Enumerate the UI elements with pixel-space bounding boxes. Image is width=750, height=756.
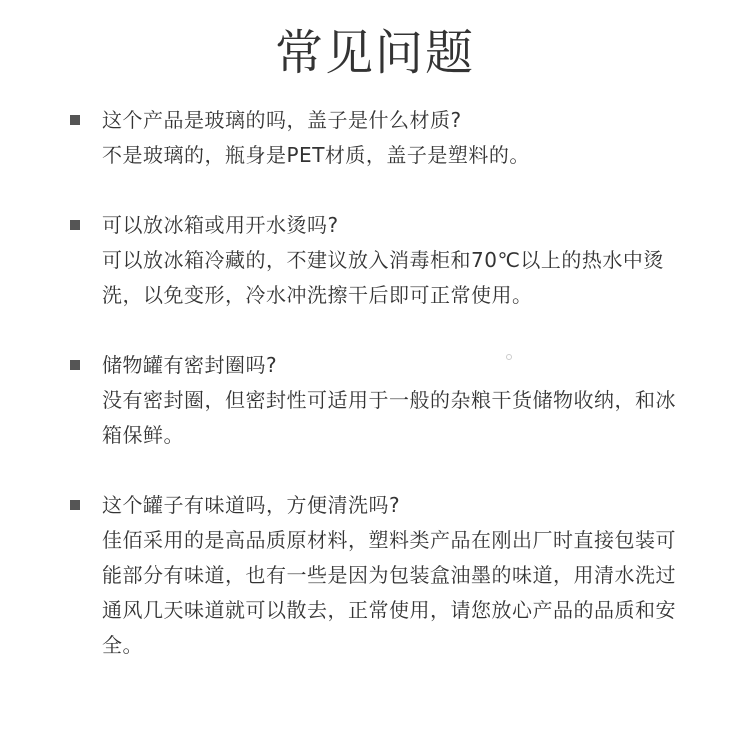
faq-item	[0, 208, 750, 313]
faq-item	[0, 348, 750, 453]
bullet-square-icon	[70, 500, 80, 510]
faq-question: 储物罐有密封圈吗?	[102, 353, 278, 377]
faq-question: 这个产品是玻璃的吗，盖子是什么材质?	[102, 108, 462, 132]
faq-question: 可以放冰箱或用开水烫吗?	[102, 213, 339, 237]
bullet-square-icon	[70, 220, 80, 230]
decorative-dot	[506, 354, 512, 360]
faq-item	[0, 103, 750, 173]
faq-answer: 没有密封圈，但密封性可适用于一般的杂粮干货储物收纳，和冰箱保鲜。	[102, 388, 676, 447]
faq-item	[0, 488, 750, 663]
faq-question: 这个罐子有味道吗，方便清洗吗?	[102, 493, 401, 517]
bullet-square-icon	[70, 360, 80, 370]
bullet-square-icon	[70, 115, 80, 125]
faq-answer: 佳佰采用的是高品质原材料，塑料类产品在刚出厂时直接包装可能部分有味道，也有一些是因为包装盒油墨的味道，用清水洗过通风几天味道就可以散去，正常使用，请您放心产品的品质和安全。	[102, 528, 676, 657]
faq-answer: 可以放冰箱冷藏的，不建议放入消毒柜和70℃以上的热水中烫洗，以免变形，冷水冲洗擦干后即可正常使用。	[102, 248, 664, 307]
faq-answer: 不是玻璃的，瓶身是PET材质，盖子是塑料的。	[102, 143, 530, 167]
page-title: 常见问题	[274, 25, 475, 81]
